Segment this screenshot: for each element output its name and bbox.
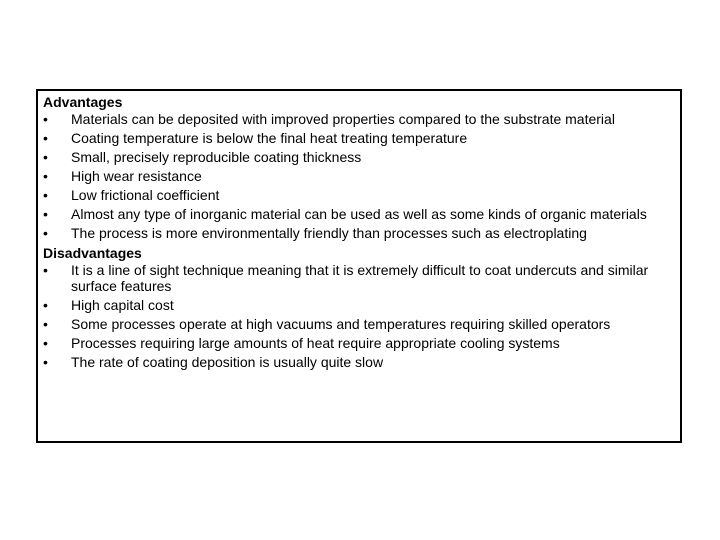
list-item-text: Almost any type of inorganic material can be used as well as some kinds of organic materials — [71, 206, 647, 222]
list-item — [43, 354, 676, 370]
disadvantages-list — [43, 262, 676, 370]
list-item-text: Some processes operate at high vacuums and temperatures requiring skilled operators — [71, 316, 611, 332]
list-item-text: High wear resistance — [71, 168, 202, 184]
list-item-text: It is a line of sight technique meaning that it is extremely difficult to coat undercuts and similar surface features — [71, 262, 649, 294]
list-item — [43, 225, 676, 241]
bullet-icon: • — [43, 206, 48, 222]
list-item — [43, 262, 676, 294]
advantages-heading: Advantages — [43, 94, 123, 110]
list-item — [43, 335, 676, 351]
list-item — [43, 111, 676, 127]
bullet-icon: • — [43, 168, 48, 184]
list-item — [43, 149, 676, 165]
list-item — [43, 168, 676, 184]
bullet-icon: • — [43, 297, 48, 313]
advantages-list — [43, 111, 676, 241]
list-item — [43, 206, 676, 222]
list-item-text: Coating temperature is below the final heat treating temperature — [71, 130, 468, 146]
bullet-icon: • — [43, 335, 48, 351]
list-item-text: The process is more environmentally friendly than processes such as electroplating — [71, 225, 587, 241]
bullet-icon: • — [43, 262, 48, 278]
bullet-icon: • — [43, 111, 48, 127]
list-item-text: Small, precisely reproducible coating thickness — [71, 149, 362, 165]
list-item — [43, 187, 676, 203]
list-item — [43, 297, 676, 313]
list-item-text: High capital cost — [71, 297, 174, 313]
list-item-text: The rate of coating deposition is usually quite slow — [71, 354, 384, 370]
bullet-icon: • — [43, 149, 48, 165]
list-item — [43, 316, 676, 332]
bullet-icon: • — [43, 130, 48, 146]
list-item-text: Processes requiring large amounts of heat require appropriate cooling systems — [71, 335, 560, 351]
bullet-icon: • — [43, 316, 48, 332]
bullet-icon: • — [43, 187, 48, 203]
bullet-icon: • — [43, 354, 48, 370]
list-item — [43, 130, 676, 146]
bullet-icon: • — [43, 225, 48, 241]
list-item-text: Materials can be deposited with improved properties compared to the substrate material — [71, 111, 615, 127]
list-item-text: Low frictional coefficient — [71, 187, 220, 203]
disadvantages-heading: Disadvantages — [43, 245, 142, 261]
content-box — [36, 89, 682, 443]
